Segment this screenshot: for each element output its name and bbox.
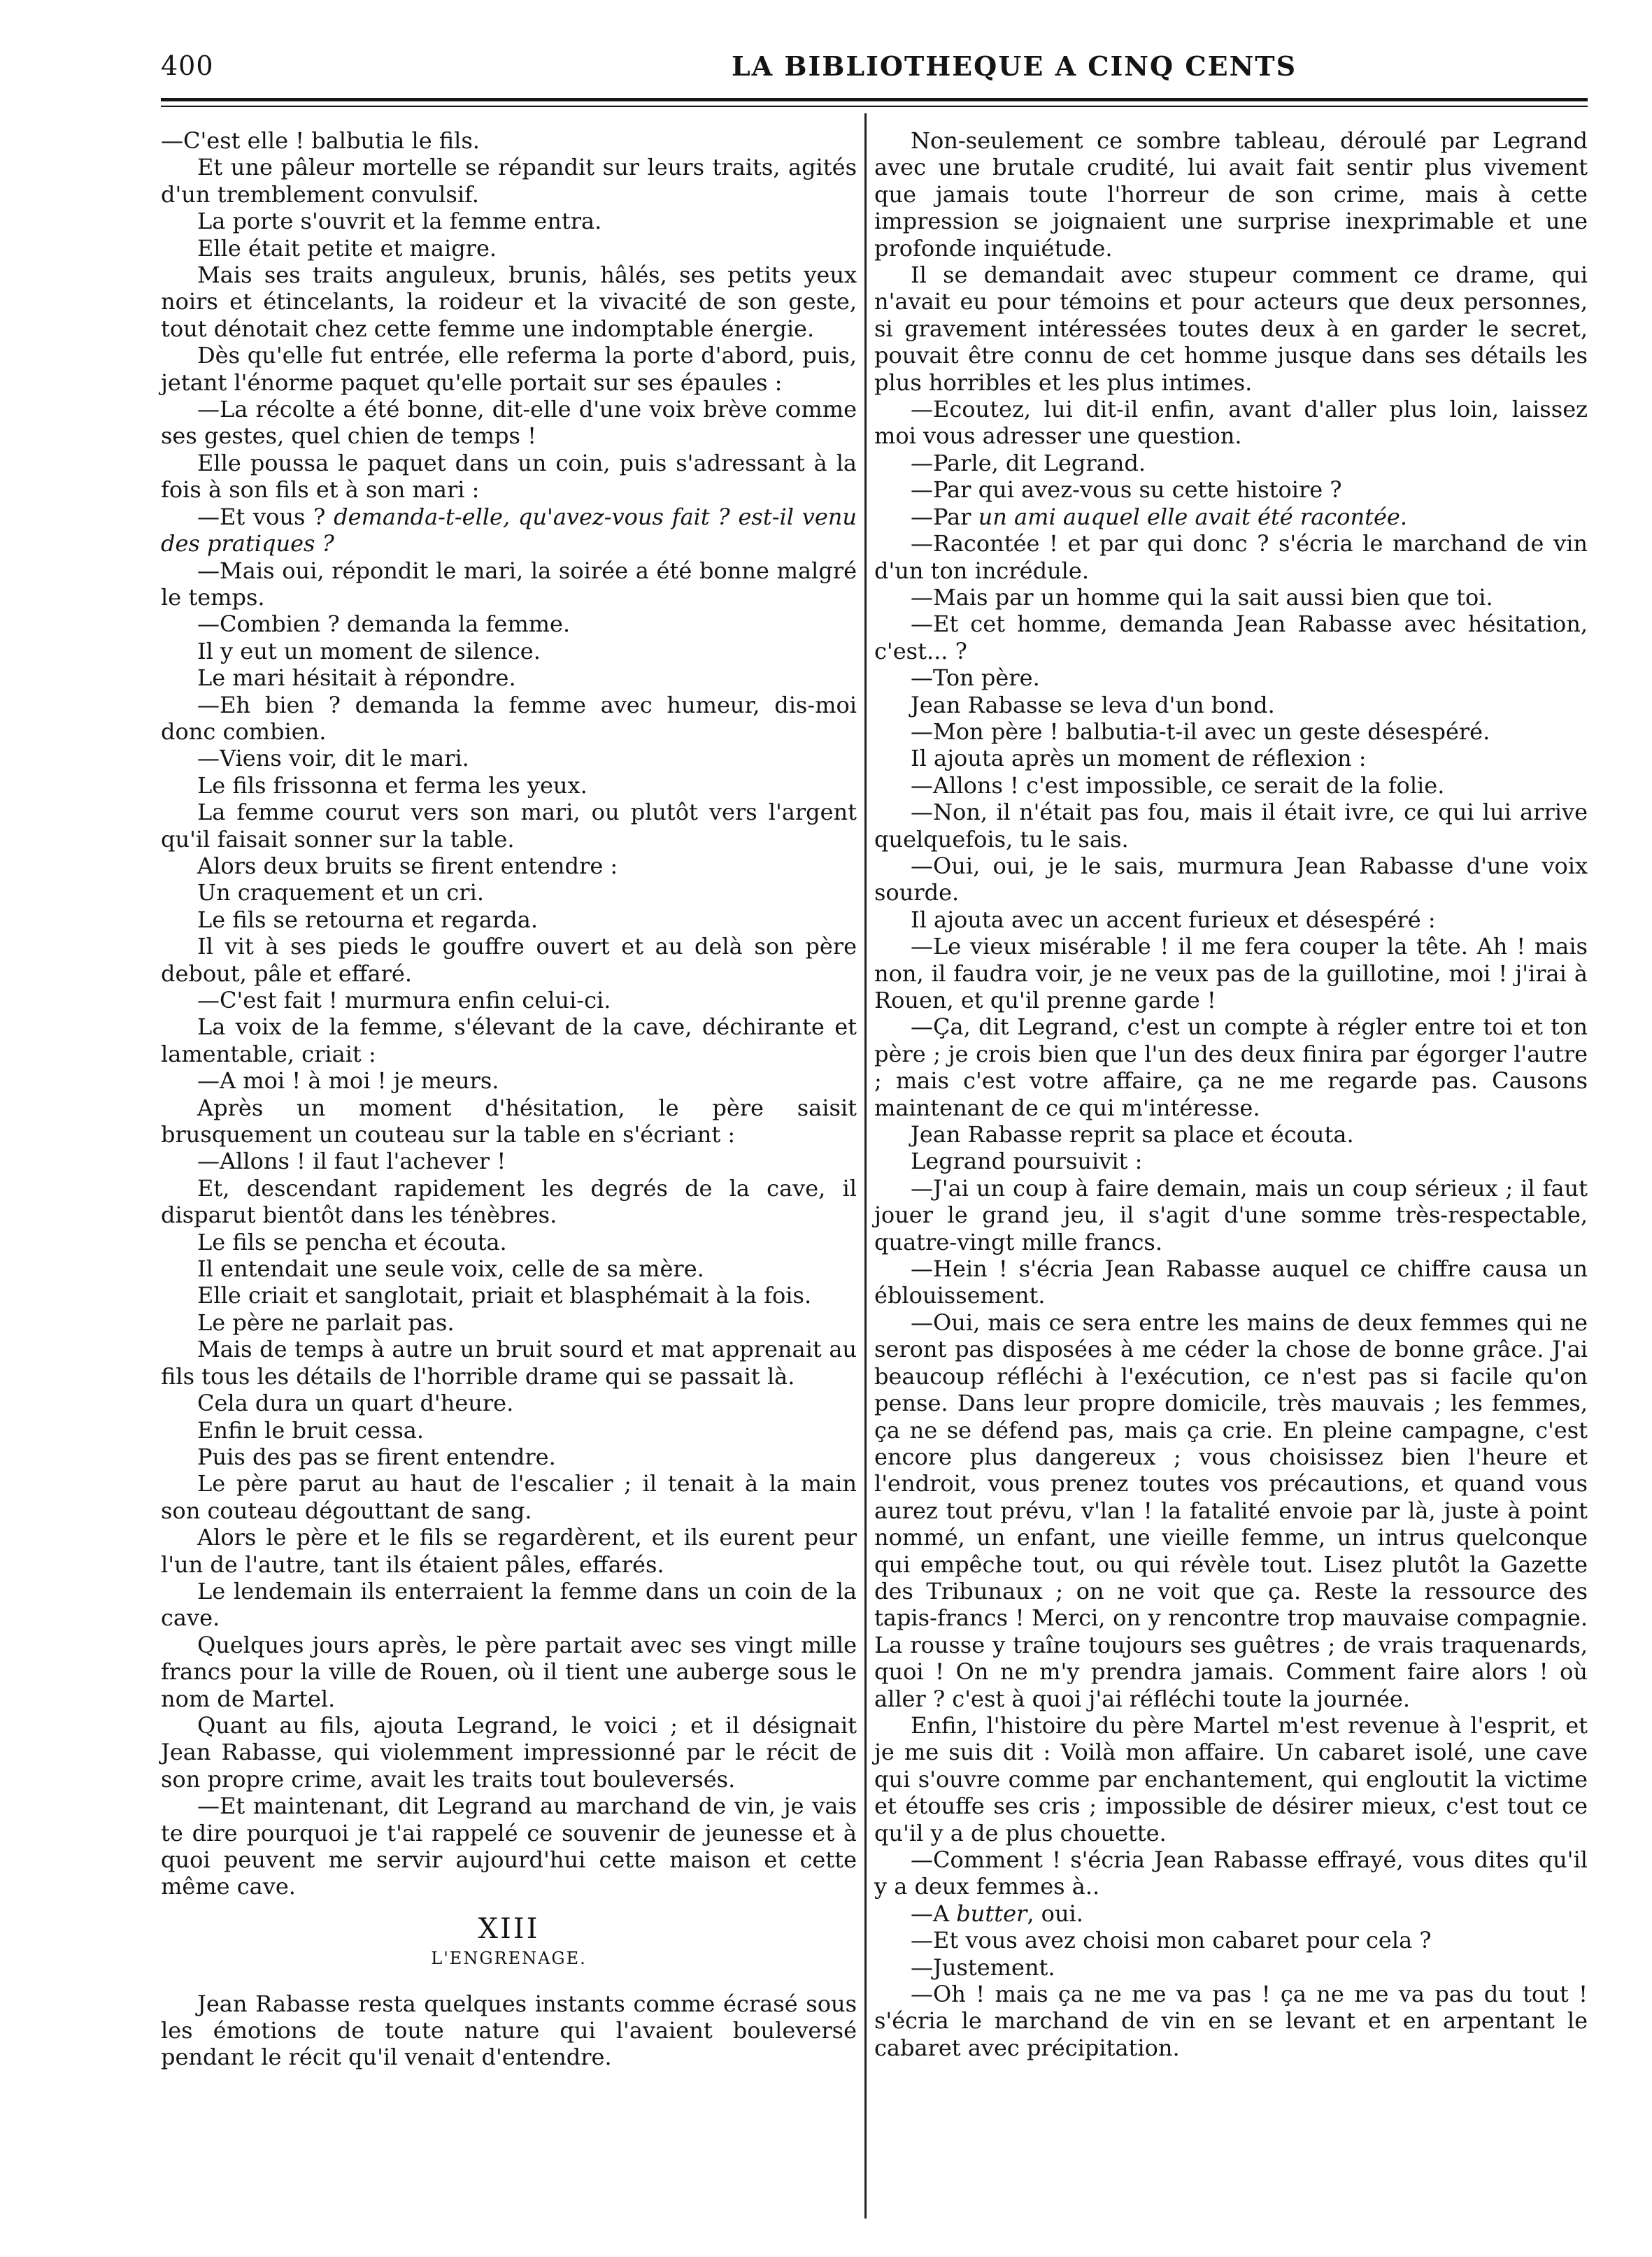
- paragraph: Elle était petite et maigre.: [197, 234, 497, 262]
- paragraph: —Oh ! mais ça ne me va pas ! ça ne me va pas du tout ! s'écria le marchand de vin en se levant et en arpentant le cabaret avec précipitation.: [874, 1981, 1588, 2061]
- chapter-title: L'ENGRENAGE.: [431, 1949, 587, 1969]
- paragraph: Un craquement et un cri.: [197, 879, 484, 906]
- page-number: 400: [161, 50, 214, 81]
- paragraph: La femme courut vers son mari, ou plutôt vers l'argent qu'il faisait sonner sur la table.: [161, 799, 857, 853]
- header-rule-thin: [161, 106, 1588, 107]
- paragraph: —Hein ! s'écria Jean Rabasse auquel ce chiffre causa un éblouissement.: [874, 1255, 1588, 1309]
- paragraph: Non-seulement ce sombre tableau, déroulé par Legrand avec une brutale crudité, lui avait fait sentir plus vivement que jamais toute l'horreur de son crime, mais à cette impression se joignaient une surprise inexprimable et une profonde inquiétude.: [874, 127, 1588, 262]
- paragraph: Mais ses traits anguleux, brunis, hâlés, ses petits yeux noirs et étincelants, la roideur et la vivacité de son geste, tout dénotait chez cette femme une indomptable énergie.: [161, 262, 857, 342]
- paragraph: Il vit à ses pieds le gouffre ouvert et au delà son père debout, pâle et effaré.: [161, 933, 857, 987]
- paragraph: Le fils se retourna et regarda.: [197, 906, 538, 933]
- paragraph: Le lendemain ils enterraient la femme dans un coin de la cave.: [161, 1577, 857, 1632]
- text-run: —A: [911, 1900, 957, 1927]
- paragraph: Après un moment d'hésitation, le père saisit brusquement un couteau sur la table en s'écriant :: [161, 1094, 857, 1148]
- left-column: [161, 127, 857, 2071]
- paragraph: —Allons ! il faut l'achever !: [197, 1148, 506, 1175]
- paragraph: Mais de temps à autre un bruit sourd et mat apprenait au fils tous les détails de l'horrible drame qui se passait là.: [161, 1336, 857, 1390]
- paragraph: [874, 504, 1588, 530]
- paragraph: —Allons ! c'est impossible, ce serait de la folie.: [911, 771, 1445, 799]
- paragraph: Le fils frissonna et ferma les yeux.: [197, 771, 588, 799]
- paragraph: Cela dura un quart d'heure.: [197, 1390, 514, 1417]
- paragraph: —Le vieux misérable ! il me fera couper la tête. Ah ! mais non, il faudra voir, je ne veux pas de la guillotine, moi ! j'irai à Rouen, et qu'il prenne garde !: [874, 933, 1588, 1013]
- paragraph: —Ton père.: [911, 664, 1040, 692]
- paragraph: Legrand poursuivit :: [911, 1148, 1143, 1175]
- paragraph: Il ajouta avec un accent furieux et désespéré :: [911, 906, 1436, 933]
- paragraph: Le fils se pencha et écouta.: [197, 1228, 507, 1255]
- paragraph: Jean Rabasse resta quelques instants comme écrasé sous les émotions de toute nature qui l'avaient bouleversé pendant le récit qu'il venait d'entendre.: [161, 1990, 857, 2071]
- paragraph: —Et cet homme, demanda Jean Rabasse avec hésitation, c'est... ?: [874, 611, 1588, 664]
- paragraph: —J'ai un coup à faire demain, mais un coup sérieux ; il faut jouer le grand jeu, il s'agit d'une somme très-respectable, quatre-vingt mille francs.: [874, 1174, 1588, 1255]
- paragraph: Alors le père et le fils se regardèrent, et ils eurent peur l'un de l'autre, tant ils étaient pâles, effarés.: [161, 1524, 857, 1578]
- paragraph: Et une pâleur mortelle se répandit sur leurs traits, agités d'un tremblement convulsif.: [161, 154, 857, 208]
- paragraph: Elle poussa le paquet dans un coin, puis s'adressant à la fois à son fils et à son mari :: [161, 449, 857, 504]
- paragraph: Elle criait et sanglotait, priait et blasphémait à la fois.: [197, 1282, 812, 1309]
- paragraph: —Mon père ! balbutia-t-il avec un geste désespéré.: [911, 718, 1490, 745]
- italic-run: demanda-t-elle, qu'avez-vous fait ? est-il venu des pratiques ?: [161, 503, 857, 557]
- paragraph: —Oui, oui, je le sais, murmura Jean Rabasse d'une voix sourde.: [874, 852, 1588, 906]
- paragraph: —C'est elle ! balbutia le fils.: [161, 127, 480, 154]
- paragraph: Enfin le bruit cessa.: [197, 1416, 425, 1444]
- paragraph: —A moi ! à moi ! je meurs.: [197, 1067, 499, 1095]
- paragraph: —Et vous avez choisi mon cabaret pour cela ?: [911, 1927, 1432, 1954]
- paragraph: Le père parut au haut de l'escalier ; il tenait à la main son couteau dégouttant de sang.: [161, 1470, 857, 1524]
- paragraph: —Parle, dit Legrand.: [911, 449, 1146, 476]
- running-title: LA BIBLIOTHEQUE A CINQ CENTS: [731, 50, 1297, 82]
- paragraph: [161, 504, 857, 557]
- paragraph: —Comment ! s'écria Jean Rabasse effrayé, vous dites qu'il y a deux femmes à..: [874, 1846, 1588, 1900]
- paragraph: —Non, il n'était pas fou, mais il était ivre, ce qui lui arrive quelquefois, tu le sais.: [874, 799, 1588, 853]
- paragraph: —Ça, dit Legrand, c'est un compte à régler entre toi et ton père ; je crois bien que l'un des deux finira par égorger l'autre ; mais c'est votre affaire, ça ne me regarde pas. Causons maintenant de ce qui m'intéresse.: [874, 1013, 1588, 1121]
- paragraph: —Par qui avez-vous su cette histoire ?: [911, 476, 1342, 504]
- italic-run: un ami auquel elle avait été racontée.: [978, 503, 1407, 530]
- paragraph: Il y eut un moment de silence.: [197, 637, 541, 664]
- paragraph: Jean Rabasse reprit sa place et écouta.: [911, 1121, 1354, 1148]
- paragraph: La voix de la femme, s'élevant de la cave, déchirante et lamentable, criait :: [161, 1013, 857, 1067]
- paragraph: —Oui, mais ce sera entre les mains de deux femmes qui ne seront pas disposées à me céder la chose de bonne grâce. J'ai beaucoup réfléchi à l'exécution, ce n'est pas si facile qu'on pense. Dans leur propre domicile, très mauvais ; les femmes, ça ne se défend pas, mais ça crie. En pleine campagne, c'est encore plus dangereux ; vous choisissez bien l'heure et l'endroit, vous prenez toutes vos précautions, et quand vous aurez tout prévu, v'lan ! la fatalité envoie par là, juste à point nommé, un enfant, une vieille femme, un intrus quelconque qui empêche tout, ou qui révèle tout. Lisez plutôt la Gazette des Tribunaux ; on ne voit que ça. Reste la ressource des tapis-francs ! Merci, on y rencontre trop mauvaise compagnie. La rousse y traîne toujours ses guêtres ; de vrais traquenards, quoi ! On ne m'y prendra jamais. Comment faire alors ! où aller ? c'est à quoi j'ai réfléchi toute la journée.: [874, 1309, 1588, 1712]
- paragraph: [874, 1900, 1588, 1927]
- paragraph: Jean Rabasse se leva d'un bond.: [911, 691, 1275, 718]
- paragraph: Quelques jours après, le père partait avec ses vingt mille francs pour la ville de Rouen, où il tient une auberge sous le nom de Martel.: [161, 1631, 857, 1712]
- paragraph: Il se demandait avec stupeur comment ce drame, qui n'avait eu pour témoins et pour acteurs que deux personnes, si gravement intéressées toutes deux à en garder le secret, pouvait être connu de cet homme jusque dans ses détails les plus horribles et les plus intimes.: [874, 262, 1588, 396]
- paragraph: Puis des pas se firent entendre.: [197, 1443, 556, 1470]
- chapter-number: XIII: [478, 1912, 540, 1945]
- paragraph: —Viens voir, dit le mari.: [197, 745, 469, 772]
- page-header: [161, 50, 1588, 92]
- paragraph: —Mais par un homme qui la sait aussi bien que toi.: [911, 583, 1493, 611]
- text-run: , oui.: [1027, 1900, 1083, 1927]
- paragraph: Il ajouta après un moment de réflexion :: [911, 745, 1367, 772]
- right-column: [874, 127, 1588, 2061]
- paragraph: Alors deux bruits se firent entendre :: [197, 852, 618, 879]
- paragraph: Quant au fils, ajouta Legrand, le voici ; et il désignait Jean Rabasse, qui violemment impressionné par le récit de son propre crime, avait les traits tout bouleversés.: [161, 1711, 857, 1793]
- column-divider: [864, 113, 867, 2219]
- paragraph: Il entendait une seule voix, celle de sa mère.: [197, 1255, 704, 1283]
- paragraph: —Et maintenant, dit Legrand au marchand de vin, je vais te dire pourquoi je t'ai rappelé ce souvenir de jeunesse et à quoi peuvent me servir aujourd'hui cette maison et cette même cave.: [161, 1793, 857, 1900]
- paragraph: —Eh bien ? demanda la femme avec humeur, dis-moi donc combien.: [161, 691, 857, 745]
- paragraph: Le père ne parlait pas.: [197, 1309, 455, 1336]
- paragraph: —Justement.: [911, 1953, 1055, 1981]
- paragraph: Et, descendant rapidement les degrés de la cave, il disparut bientôt dans les ténèbres.: [161, 1174, 857, 1229]
- paragraph: Enfin, l'histoire du père Martel m'est revenue à l'esprit, et je me suis dit : Voilà mon affaire. Un cabaret isolé, une cave qui s'ouvre comme par enchantement, qui engloutit la victime et étouffe ses cris ; impossible de désirer mieux, c'est tout ce qu'il y a de plus chouette.: [874, 1711, 1588, 1846]
- text-run: —Par: [911, 503, 978, 530]
- paragraph: Dès qu'elle fut entrée, elle referma la porte d'abord, puis, jetant l'énorme paquet qu'elle portait sur ses épaules :: [161, 342, 857, 396]
- paragraph: La porte s'ouvrit et la femme entra.: [197, 208, 602, 235]
- paragraph: —La récolte a été bonne, dit-elle d'une voix brève comme ses gestes, quel chien de temps !: [161, 396, 857, 450]
- text-run: —Et vous ?: [197, 503, 334, 530]
- paragraph: —Combien ? demanda la femme.: [197, 611, 571, 638]
- header-rule: [161, 98, 1588, 101]
- italic-run: butter: [956, 1900, 1027, 1927]
- paragraph: —Ecoutez, lui dit-il enfin, avant d'aller plus loin, laissez moi vous adresser une question.: [874, 396, 1588, 450]
- paragraph: —Mais oui, répondit le mari, la soirée a été bonne malgré le temps.: [161, 557, 857, 611]
- paragraph: —Racontée ! et par qui donc ? s'écria le marchand de vin d'un ton incrédule.: [874, 530, 1588, 584]
- paragraph: —C'est fait ! murmura enfin celui-ci.: [197, 987, 611, 1013]
- paragraph: Le mari hésitait à répondre.: [197, 664, 516, 692]
